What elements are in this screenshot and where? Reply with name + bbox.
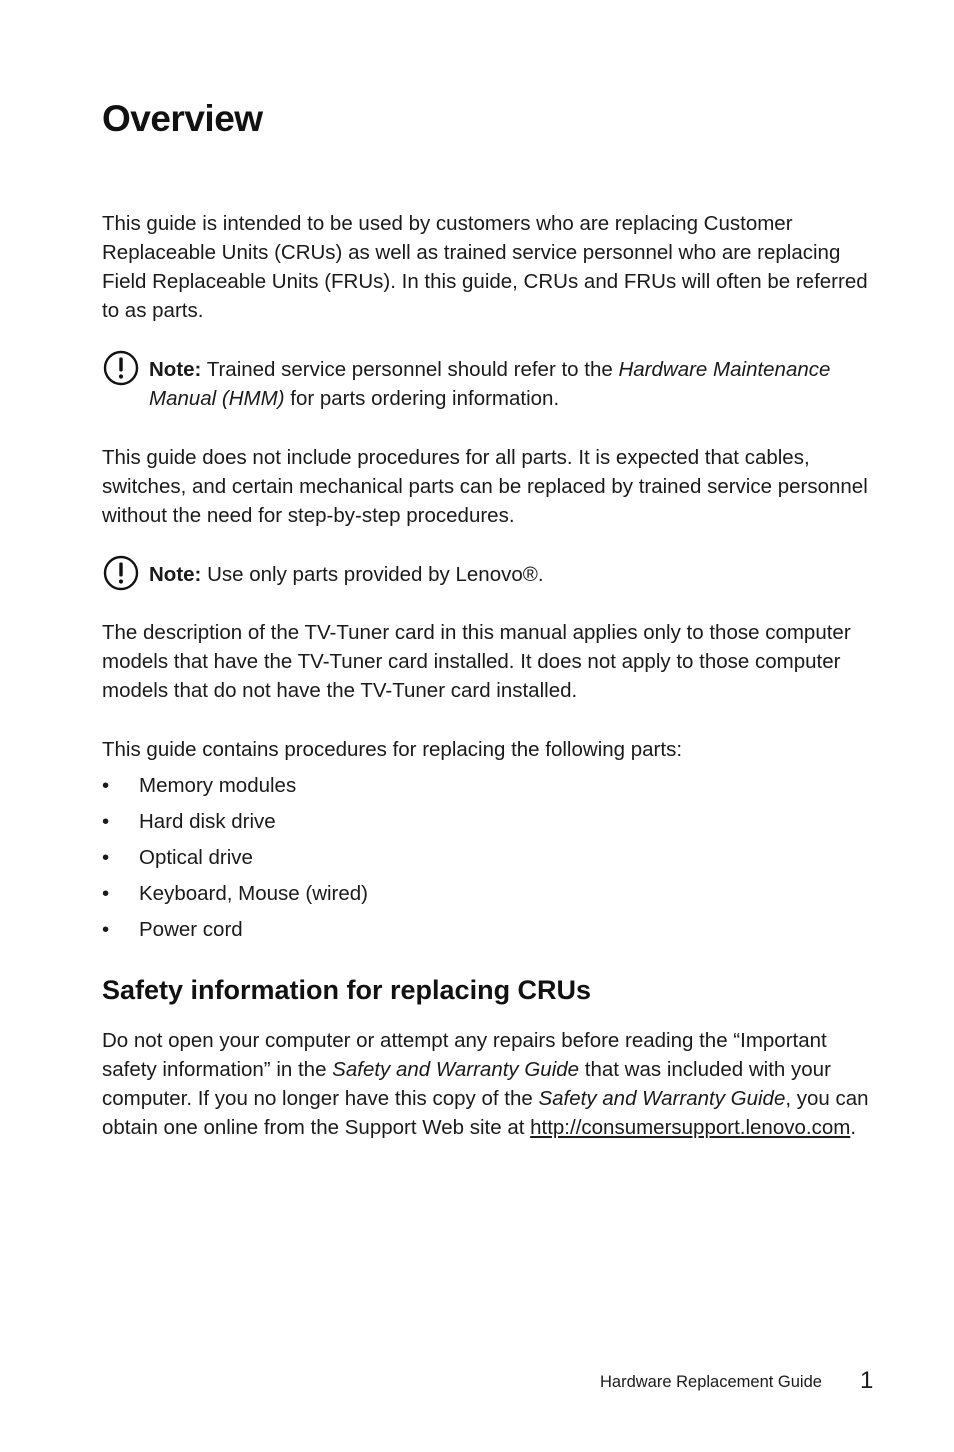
note-text xyxy=(149,355,869,413)
safety-guide-title: Safety and Warranty Guide xyxy=(332,1058,580,1081)
note-label: Note: xyxy=(149,358,202,381)
safety-heading: Safety information for replacing CRUs xyxy=(102,975,592,1005)
footer-guide-name: Hardware Replacement Guide xyxy=(600,1373,822,1391)
safety-text-3: , you can obtain one online from the Support Web site at xyxy=(102,1087,869,1139)
bullet-icon: • xyxy=(102,810,110,833)
safety-text-2: that was included with your computer. If you no longer have this copy of the xyxy=(102,1058,831,1110)
note-body: Use only parts provided by Lenovo®. xyxy=(201,563,544,586)
bullet-icon: • xyxy=(102,846,110,869)
list-item-text: Power cord xyxy=(139,918,243,941)
safety-text-1: Do not open your computer or attempt any repairs before reading the “Important safety information” in the xyxy=(102,1029,827,1081)
tv-tuner-paragraph: The description of the TV-Tuner card in this manual applies only to those computer models that have the TV-Tuner card installed. It does not apply to those computer models that do not have the TV-Tuner card installed. xyxy=(102,621,851,702)
parts-list-intro: This guide contains procedures for replacing the following parts: xyxy=(102,738,683,761)
exclamation-circle-icon xyxy=(102,349,140,387)
bullet-icon: • xyxy=(102,774,110,797)
safety-guide-title: Safety and Warranty Guide xyxy=(538,1087,786,1110)
list-item-text: Keyboard, Mouse (wired) xyxy=(139,882,369,905)
note-text-before: Trained service personnel should refer to the xyxy=(201,358,619,381)
page-number: 1 xyxy=(860,1367,874,1394)
list-item-text: Optical drive xyxy=(139,846,253,869)
page-title: Overview xyxy=(102,98,263,139)
note-text xyxy=(149,560,869,589)
hmm-title: Hardware Maintenance Manual (HMM) xyxy=(149,358,831,410)
list-item-text: Memory modules xyxy=(139,774,297,797)
bullet-icon: • xyxy=(102,882,110,905)
safety-paragraph xyxy=(102,1026,882,1142)
note-label: Note: xyxy=(149,563,202,586)
intro-paragraph: This guide is intended to be used by customers who are replacing Customer Replaceable Units (CRUs) as well as trained service personnel who are replacing Field Replaceable Units (FRUs). In this guide, CRUs and FRUs will often be referred to as parts. xyxy=(102,212,868,322)
safety-text-4: . xyxy=(850,1116,857,1139)
support-site-link[interactable]: http://consumersupport.lenovo.com xyxy=(530,1116,851,1139)
note-text-after: for parts ordering information. xyxy=(284,387,560,410)
bullet-icon: • xyxy=(102,918,110,941)
exclamation-circle-icon xyxy=(102,554,140,592)
procedures-paragraph: This guide does not include procedures for all parts. It is expected that cables, switches, and certain mechanical parts can be replaced by trained service personnel without the need for step-by-step procedures. xyxy=(102,446,868,527)
list-item-text: Hard disk drive xyxy=(139,810,276,833)
